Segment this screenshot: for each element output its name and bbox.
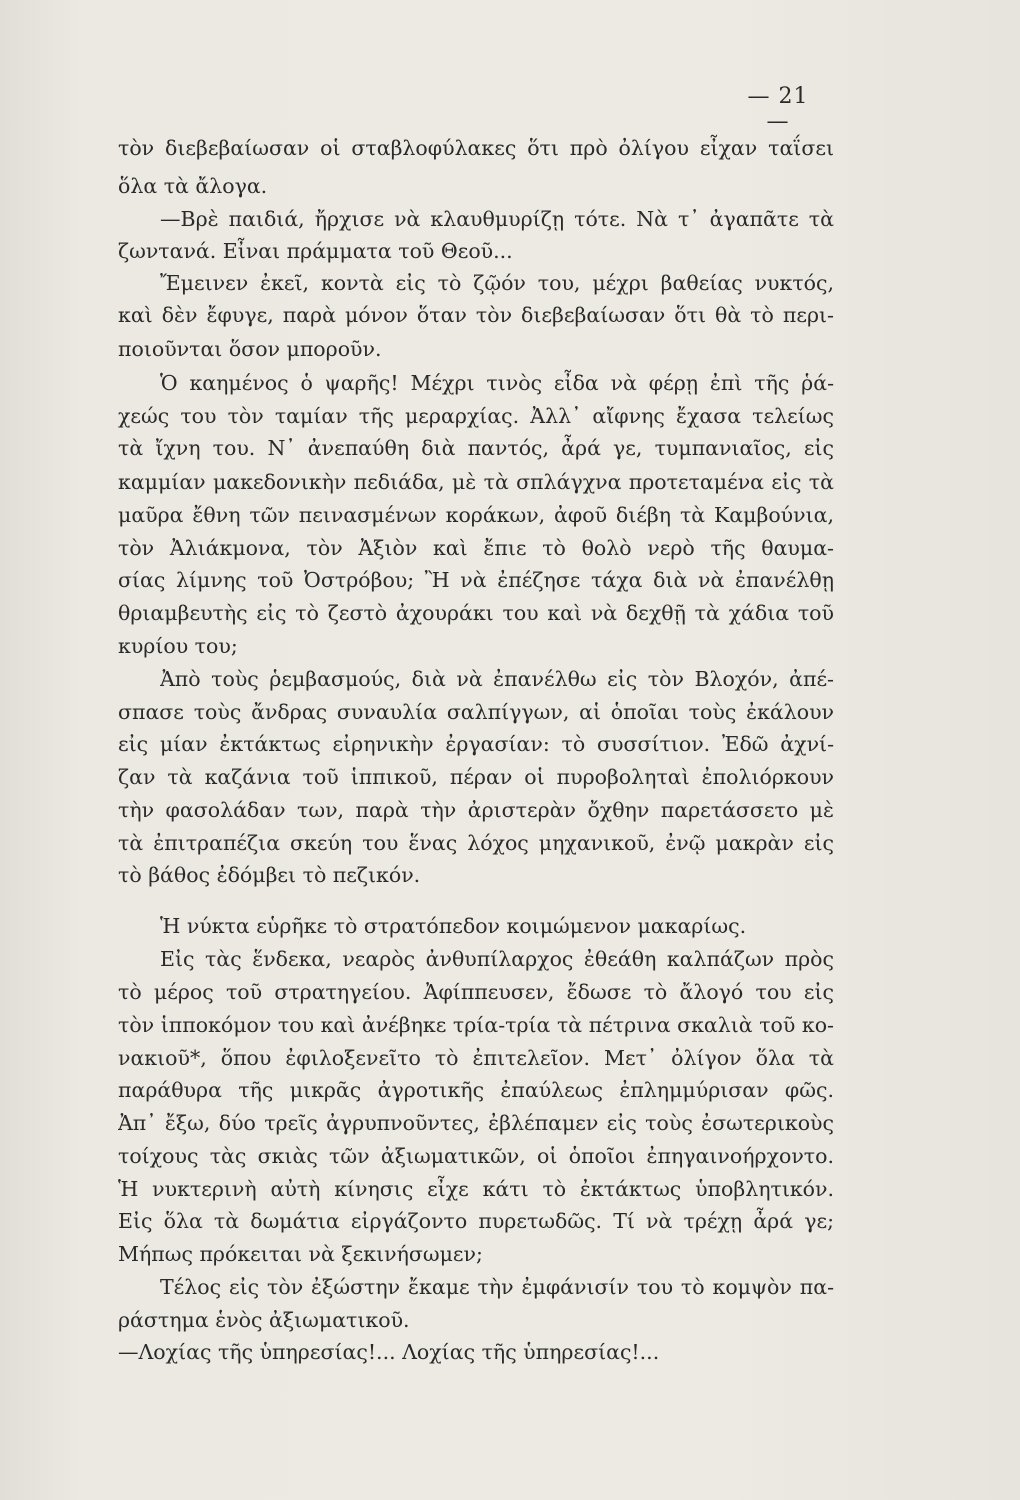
text-line: τὸ βάθος ἐδόμβει τὸ πεζικόν. [118,863,421,887]
text-line: Ἀπὸ τοὺς ῥεμβασμούς, διὰ νὰ ἐπανέλθω εἰς τὸν Βλοχόν, ἀπέ- [160,667,834,691]
text-line: εἰς μίαν ἐκτάκτως εἰρηνικὴν ἐργασίαν: τὸ συσσίτιον. Ἐδῶ ἀχνί- [118,732,834,756]
text-line: Ἀπ᾽ ἔξω, δύο τρεῖς ἀγρυπνοῦντες, ἐβλέπαμεν εἰς τοὺς ἐσωτερικοὺς [118,1111,834,1135]
text-line: ὅλα τὰ ἄλογα. [118,174,268,198]
text-line: Μήπως πρόκειται νὰ ξεκινήσωμεν; [118,1242,483,1266]
text-line: Τέλος εἰς τὸν ἐξώστην ἔκαμε τὴν ἐμφάνισίν του τὸ κομψὸν πα- [160,1275,834,1299]
text-line: νακιοῦ*, ὅπου ἐφιλοξενεῖτο τὸ ἐπιτελεῖον. Μετ᾽ ὀλίγον ὅλα τὰ [118,1046,834,1070]
text-line: τὰ ἐπιτραπέζια σκεύη του ἕνας λόχος μηχανικοῦ, ἐνῷ μακρὰν εἰς [118,831,834,855]
text-line: Ἔμεινεν ἐκεῖ, κοντὰ εἰς τὸ ζῷόν του, μέχρι βαθείας νυκτός, [160,271,834,295]
text-line: καμμίαν μακεδονικὴν πεδιάδα, μὲ τὰ σπλάγχνα προτεταμένα εἰς τὰ [118,470,834,494]
text-line: μαῦρα ἔθνη τῶν πεινασμένων κοράκων, ἀφοῦ διέβη τὰ Καμβούνια, [118,503,834,527]
text-line: Ἡ νύκτα εὑρῆκε τὸ στρατόπεδον κοιμώμενον μακαρίως. [160,914,747,938]
text-line: τὴν φασολάδαν των, παρὰ τὴν ἀριστερὰν ὄχθην παρετάσσετο μὲ [118,798,834,822]
text-line: ζαν τὰ καζάνια τοῦ ἱππικοῦ, πέραν οἱ πυροβοληταὶ ἐπολιόρκουν [118,765,834,789]
text-line: τὸν Ἀλιάκμονα, τὸν Ἀξιὸν καὶ ἔπιε τὸ θολὸ νερὸ τῆς θαυμα- [118,536,834,560]
text-line: τὸ μέρος τοῦ στρατηγείου. Ἀφίππευσεν, ἔδωσε τὸ ἄλογό του εἰς [118,980,834,1004]
text-line: —Βρὲ παιδιά, ἤρχισε νὰ κλαυθμυρίζῃ τότε. Νὰ τ᾽ ἀγαπᾶτε τὰ [160,207,834,231]
text-line: τὸν διεβεβαίωσαν οἱ σταβλοφύλακες ὅτι πρὸ ὀλίγου εἶχαν ταΐσει [118,136,834,160]
text-line: παράθυρα τῆς μικρᾶς ἀγροτικῆς ἐπαύλεως ἐπλημμύρισαν φῶς. [118,1078,834,1102]
text-line: τὸν ἱπποκόμον του καὶ ἀνέβηκε τρία-τρία τὰ πέτρινα σκαλιὰ τοῦ κο- [118,1013,834,1037]
text-line: τοίχους τὰς σκιὰς τῶν ἀξιωματικῶν, οἱ ὁποῖοι ἐπηγαινοήρχοντο. [118,1144,834,1168]
text-line: Ὁ καημένος ὁ ψαρῆς! Μέχρι τινὸς εἶδα νὰ φέρῃ ἐπὶ τῆς ῥά- [160,371,834,395]
text-line: κυρίου του; [118,634,238,658]
text-line: τὰ ἴχνη του. Ν᾽ ἀνεπαύθη διὰ παντός, ἆρά γε, τυμπανιαῖος, εἰς [118,436,834,460]
text-line: ποιοῦνται ὅσον μποροῦν. [118,337,382,361]
text-line: θριαμβευτὴς εἰς τὸ ζεστὸ ἀχουράκι του καὶ νὰ δεχθῇ τὰ χάδια τοῦ [118,601,834,625]
text-line: Ἡ νυκτερινὴ αὐτὴ κίνησις εἶχε κάτι τὸ ἐκτάκτως ὑποβλητικόν. [118,1177,834,1201]
text-line: —Λοχίας τῆς ὑπηρεσίας!... Λοχίας τῆς ὑπηρεσίας!... [118,1340,660,1364]
text-line: ζωντανά. Εἶναι πράμματα τοῦ Θεοῦ... [118,239,513,263]
text-line: σπασε τοὺς ἄνδρας συναυλία σαλπίγγων, αἱ ὁποῖαι τοὺς ἐκάλουν [118,700,834,724]
text-line: Εἰς ὅλα τὰ δωμάτια εἰργάζοντο πυρετωδῶς. Τί νὰ τρέχῃ ἆρά γε; [118,1209,834,1233]
text-line: χεώς του τὸν ταμίαν τῆς μεραρχίας. Ἀλλ᾽ αἴφνης ἔχασα τελείως [118,404,834,428]
text-line: ράστημα ἑνὸς ἀξιωματικοῦ. [118,1308,410,1332]
text-line: Εἰς τὰς ἕνδεκα, νεαρὸς ἀνθυπίλαρχος ἐθεάθη καλπάζων πρὸς [160,947,834,971]
page-number: — 21 — [747,84,809,134]
text-line: σίας λίμνης τοῦ Ὀστρόβου; Ἢ νὰ ἐπέζησε τάχα διὰ νὰ ἐπανέλθῃ [118,568,834,592]
text-line: καὶ δὲν ἔφυγε, παρὰ μόνον ὅταν τὸν διεβεβαίωσαν ὅτι θὰ τὸ περι- [118,303,834,327]
